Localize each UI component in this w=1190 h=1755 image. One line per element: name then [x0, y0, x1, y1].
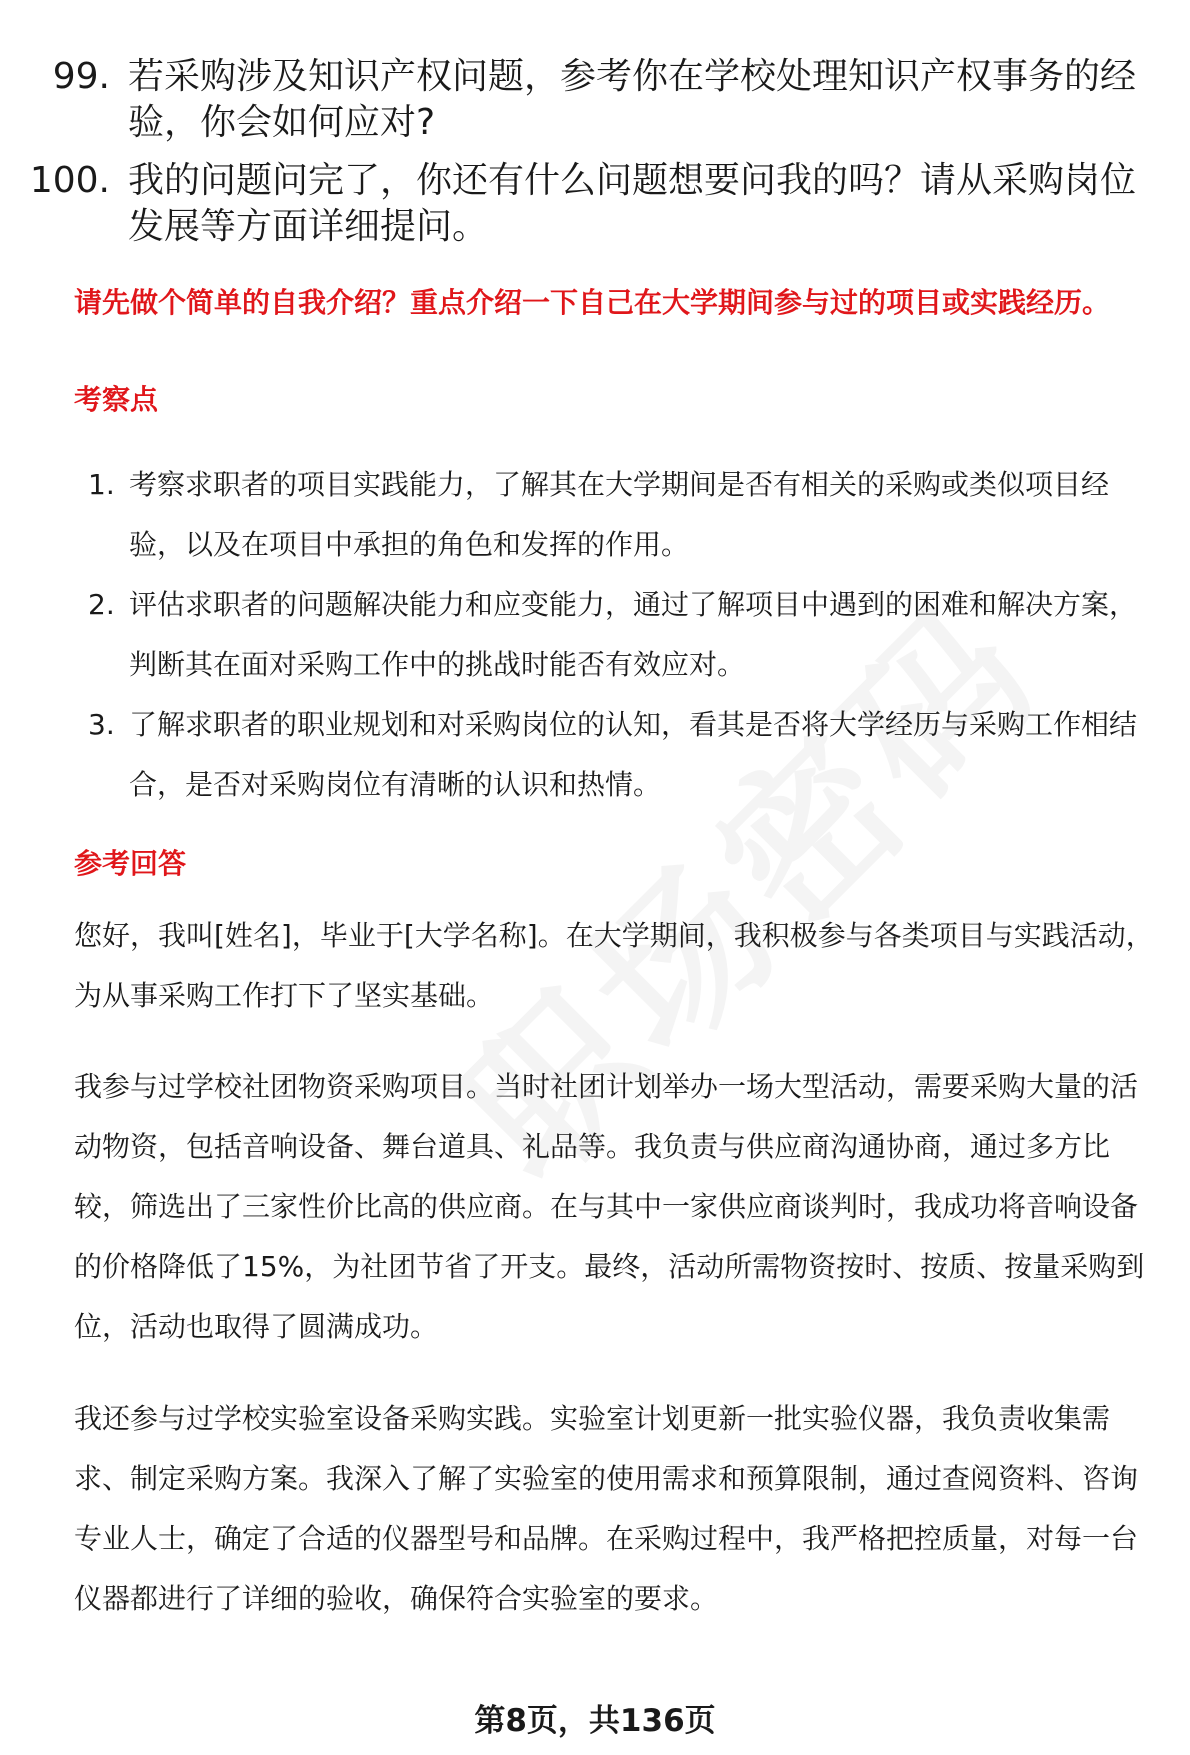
- points-heading: 考察点: [74, 383, 159, 416]
- point-text: 考察求职者的项目实践能力，了解其在大学期间是否有相关的采购或类似项目经验，以及在项目中承担的角色和发挥的作用。: [129, 468, 1110, 561]
- section-title: 请先做个简单的自我介绍？重点介绍一下自己在大学期间参与过的项目或实践经历。: [74, 286, 1111, 319]
- question-text: 我的问题问完了，你还有什么问题想要问我的吗？请从采购岗位发展等方面详细提问。: [128, 160, 1137, 247]
- points-list: [74, 455, 1164, 815]
- answer-paragraph: 我参与过学校社团物资采购项目。当时社团计划举办一场大型活动，需要采购大量的活动物资，包括音响设备、舞台道具、礼品等。我负责与供应商沟通协商，通过多方比较，筛选出了三家性价比高的供应商。在与其中一家供应商谈判时，我成功将音响设备的价格降低了15%，为社团节省了开支。最终，活动所需物资按时、按质、按量采购到位，活动也取得了圆满成功。: [74, 1070, 1145, 1343]
- question-item: [0, 158, 1190, 250]
- point-text: 了解求职者的职业规划和对采购岗位的认知，看其是否将大学经历与采购工作相结合，是否对采购岗位有清晰的认识和热情。: [129, 708, 1138, 801]
- point-number: 2.: [88, 588, 115, 621]
- page-number: 第8页，共136页: [474, 1703, 716, 1739]
- question-number: 100.: [29, 160, 110, 201]
- point-text: 评估求职者的问题解决能力和应变能力，通过了解项目中遇到的困难和解决方案，判断其在面对采购工作中的挑战时能否有效应对。: [129, 588, 1138, 681]
- question-item: [0, 54, 1190, 146]
- question-text: 若采购涉及知识产权问题，参考你在学校处理知识产权事务的经验，你会如何应对?: [128, 56, 1137, 143]
- answer-paragraph: 我还参与过学校实验室设备采购实践。实验室计划更新一批实验仪器，我负责收集需求、制定采购方案。我深入了解了实验室的使用需求和预算限制，通过查阅资料、咨询专业人士，确定了合适的仪器型号和品牌。在采购过程中，我严格把控质量，对每一台仪器都进行了详细的验收，确保符合实验室的要求。: [74, 1402, 1139, 1615]
- list-item: [74, 455, 1164, 575]
- answer-heading: 参考回答: [74, 847, 187, 880]
- question-number: 99.: [52, 56, 110, 97]
- question-list: [0, 54, 1190, 262]
- point-number: 3.: [88, 708, 115, 741]
- list-item: [74, 695, 1164, 815]
- point-number: 1.: [88, 468, 115, 501]
- answer-paragraph: 您好，我叫[姓名]，毕业于[大学名称]。在大学期间，我积极参与各类项目与实践活动，为从事采购工作打下了坚实基础。: [74, 919, 1154, 1012]
- list-item: [74, 575, 1164, 695]
